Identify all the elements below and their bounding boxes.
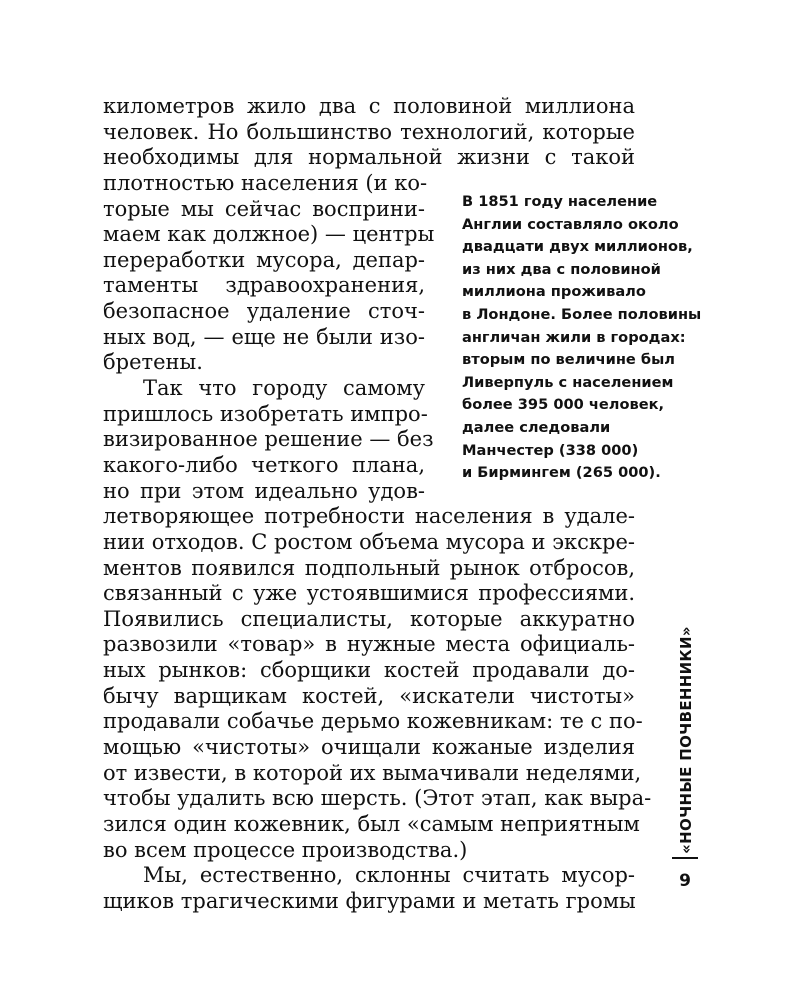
sidenote-line: В 1851 году население (462, 193, 658, 210)
text-line: торые мы сейчас восприни- (103, 196, 425, 221)
text-line: зился один кожевник, был «самым неприятным (103, 811, 640, 836)
text-line: связанный с уже устоявшимися профессиями. (103, 581, 635, 606)
text-line: человек. Но большинство технологий, которые (103, 119, 635, 144)
text-line: щиков трагическими фигурами и метать громы (103, 888, 636, 913)
running-head (668, 626, 704, 854)
text-line: ных вод, — еще не были изо- (103, 324, 425, 349)
text-line: во всем процессе производства.) (103, 837, 468, 862)
text-line: развозили «товар» в нужные места официаль- (103, 632, 635, 657)
sidenote-line: далее следовали (462, 418, 611, 436)
text-line: плотностью населения (и ко- (103, 170, 428, 195)
sidenote-line: Англии составляло около (462, 215, 679, 233)
text-line: Мы, естественно, склонны считать мусор- (143, 863, 635, 888)
sidenote (462, 191, 707, 485)
text-line: какого-либо четкого плана, (103, 452, 425, 477)
sidenote-line: Ливерпуль с населением (462, 373, 674, 391)
sidenote-line: в Лондоне. Более половины (462, 305, 702, 323)
text-line: летворяющее потребности населения в удале- (103, 504, 635, 529)
sidenote-line: Манчестер (338 000) (462, 441, 639, 459)
text-line: мощью «чистоты» очищали кожаные изделия (103, 735, 635, 760)
text-line: переработки мусора, депар- (103, 247, 425, 272)
text-line: от извести, в которой их вымачивали неделями, (103, 760, 642, 785)
text-line: бычу варщикам костей, «искатели чистоты» (103, 683, 635, 708)
text-line: продавали собачье дерьмо кожевникам: те с по- (103, 709, 643, 734)
running-head-text: «НОЧНЫЕ ПОЧВЕННИКИ» (677, 626, 695, 854)
sidenote-line: миллиона проживало (462, 283, 646, 301)
text-line: необходимы для нормальной жизни с такой (103, 145, 635, 170)
text-line: маем как должное) — центры (103, 222, 435, 247)
sidenote-line: двадцати двух миллионов, (462, 238, 693, 256)
text-line: ных рынков: сборщики костей продавали до- (103, 658, 635, 683)
text-line: бретены. (103, 350, 203, 375)
text-line: Появились специалисты, которые аккуратно (103, 606, 635, 631)
sidenote-line: более 395 000 человек, (462, 396, 665, 414)
text-line: километров жило два с половиной миллиона (103, 94, 635, 118)
text-line: Так что городу самому (143, 376, 425, 401)
sidenote-line: из них два с половиной (462, 260, 661, 278)
sidenote-line: англичан жили в городах: (462, 328, 686, 346)
text-line: ментов появился подпольный рынок отбросов, (103, 555, 635, 580)
text-line: визированное решение — без (103, 427, 434, 452)
folio-rule (672, 857, 698, 859)
text-line: но при этом идеально удов- (103, 478, 425, 503)
sidenote-line: и Бирмингем (265 000). (462, 464, 661, 482)
text-line: таменты здравоохранения, (103, 273, 425, 298)
text-line: пришлось изобретать импро- (103, 401, 428, 426)
text-line: безопасное удаление сточ- (103, 299, 425, 324)
text-line: нии отходов. С ростом объема мусора и экскре- (103, 529, 635, 554)
sidenote-line: вторым по величине был (462, 351, 675, 369)
text-line: чтобы удалить всю шерсть. (Этот этап, как выра- (103, 786, 652, 811)
page-number: 9 (679, 871, 691, 891)
